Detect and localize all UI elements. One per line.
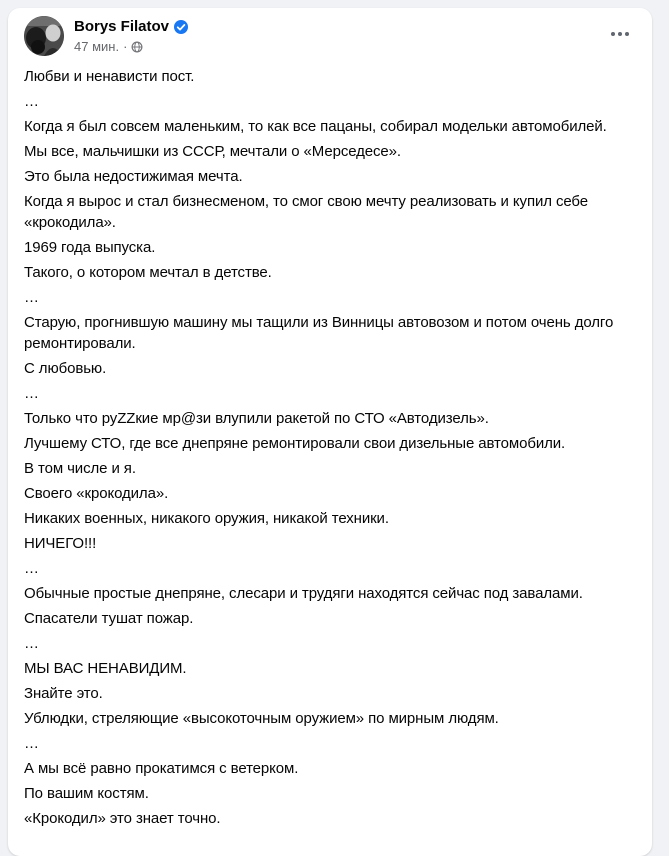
ellipsis-icon — [611, 32, 615, 36]
post-paragraph: … — [24, 635, 39, 652]
post-paragraph: А мы всё равно прокатимся с ветерком. — [24, 760, 299, 777]
meta-separator: · — [123, 39, 128, 54]
post-paragraph: … — [24, 560, 39, 577]
post-paragraph: Мы все, мальчишки из СССР, мечтали о «Мерседесе». — [24, 143, 401, 160]
post-paragraph: Это была недостижимая мечта. — [24, 168, 243, 185]
post-paragraph: НИЧЕГО!!! — [24, 535, 97, 552]
post-paragraph: С любовью. — [24, 360, 107, 377]
post-paragraph: Любви и ненависти пост. — [24, 68, 195, 85]
post-paragraph: «Крокодил» это знает точно. — [24, 810, 221, 827]
ellipsis-icon — [625, 32, 629, 36]
post-paragraph: Такого, о котором мечтал в детстве. — [24, 264, 272, 281]
post-paragraph: Лучшему СТО, где все днепряне ремонтировали свои дизельные автомобили. — [24, 435, 566, 452]
globe-icon — [131, 41, 143, 53]
post-paragraph: Старую, прогнившую машину мы тащили из Винницы автовозом и потом очень долго ремонтировали. — [24, 314, 618, 352]
post-paragraph: Когда я вырос и стал бизнесменом, то смог свою мечту реализовать и купил себе «крокодила». — [24, 193, 593, 231]
post-paragraph: Своего «крокодила». — [24, 485, 169, 502]
avatar-photo-placeholder — [24, 16, 64, 56]
timestamp: 47 мин. — [74, 39, 120, 54]
verified-badge-icon — [174, 20, 188, 34]
post-paragraph: Когда я был совсем маленьким, то как все пацаны, собирал модельки автомобилей. — [24, 118, 607, 135]
post-paragraph: Никаких военных, никакого оружия, никакой техники. — [24, 510, 389, 527]
post-paragraph: По вашим костям. — [24, 785, 149, 802]
timestamp-link[interactable] — [74, 39, 188, 55]
post-paragraph: Только что руZZкие мр@зи влупили ракетой по СТО «Автодизель». — [24, 410, 489, 427]
post-paragraph: Спасатели тушат пожар. — [24, 610, 194, 627]
ellipsis-icon — [618, 32, 622, 36]
avatar[interactable] — [24, 16, 64, 56]
post-paragraph: … — [24, 93, 39, 110]
post-text — [8, 56, 652, 845]
post-paragraph: В том числе и я. — [24, 460, 136, 477]
post-paragraph: … — [24, 735, 39, 752]
author-name[interactable]: Borys Filatov — [74, 18, 170, 35]
post-paragraph: Обычные простые днепряне, слесари и трудяги находятся сейчас под завалами. — [24, 585, 583, 602]
post-paragraph: … — [24, 289, 39, 306]
post-paragraph: Знайте это. — [24, 685, 103, 702]
post-paragraph: Ублюдки, стреляющие «высокоточным оружием» по мирным людям. — [24, 710, 499, 727]
name-row — [74, 17, 188, 36]
post-header — [8, 8, 652, 56]
post-paragraph: … — [24, 385, 39, 402]
header-info — [74, 16, 188, 55]
post-paragraph: 1969 года выпуска. — [24, 239, 156, 256]
post-card — [8, 8, 652, 856]
post-paragraph: МЫ ВАС НЕНАВИДИМ. — [24, 660, 187, 677]
more-options-button[interactable] — [604, 18, 636, 50]
